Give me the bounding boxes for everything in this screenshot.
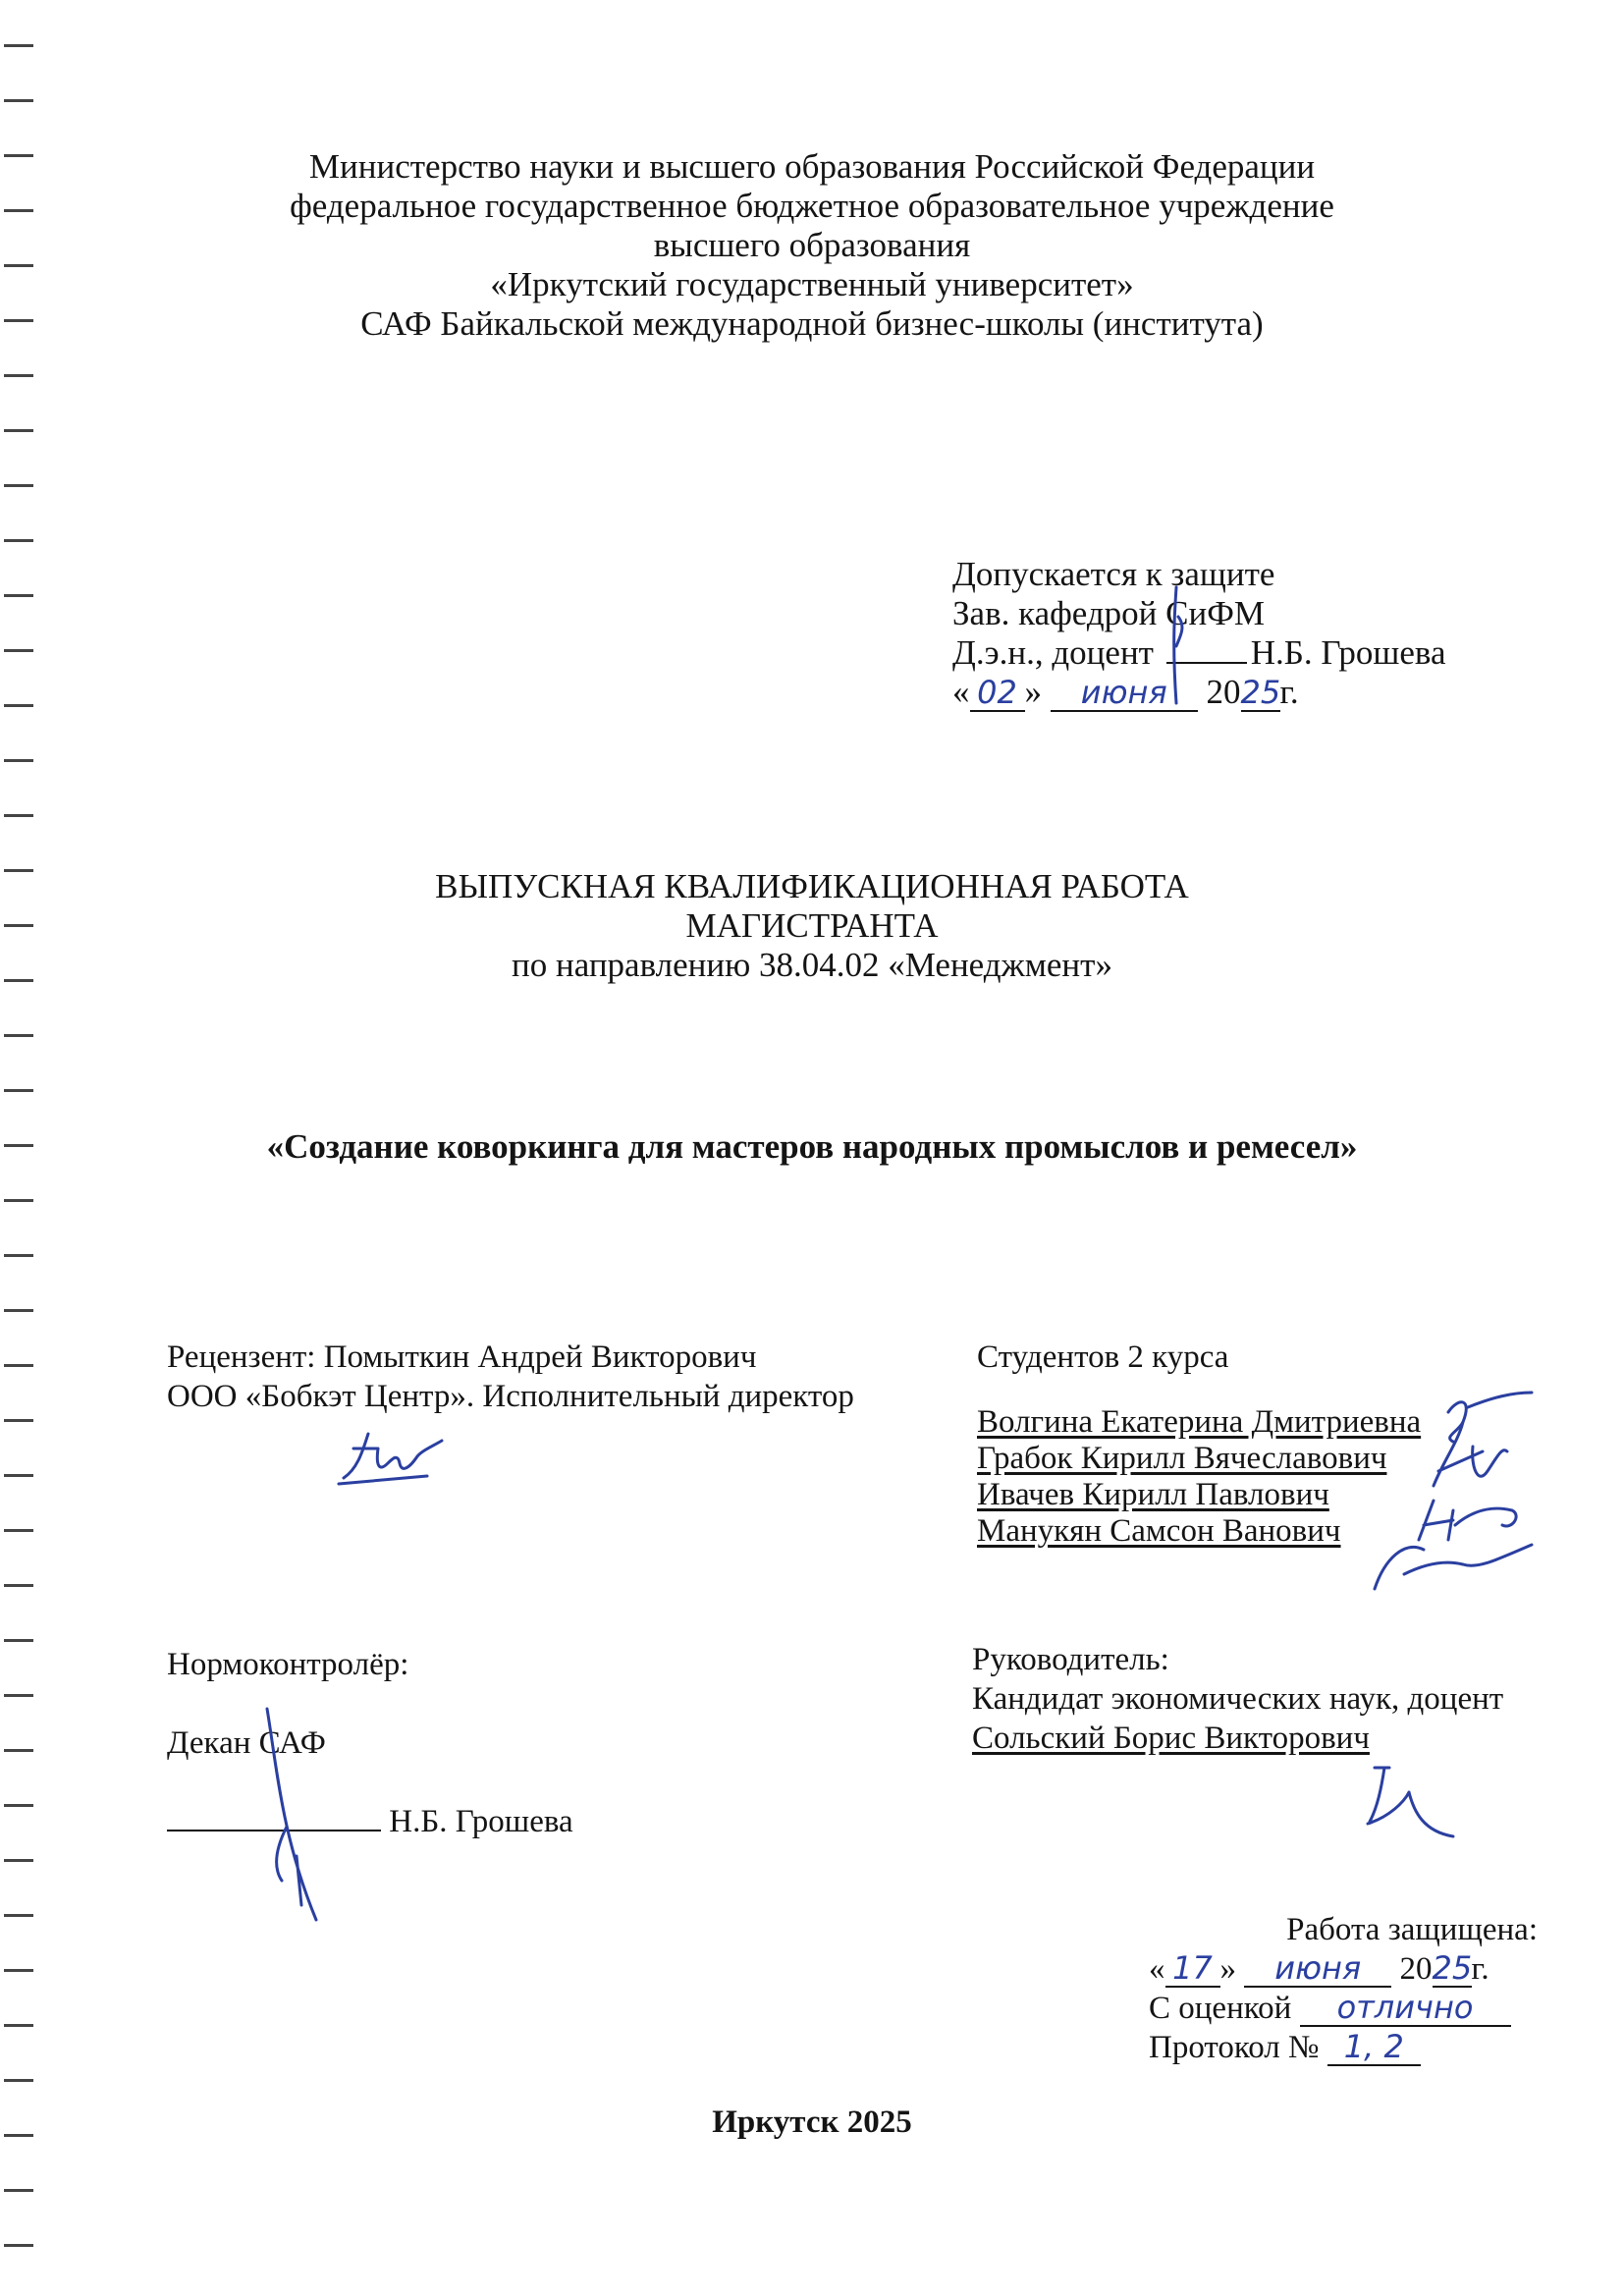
students-heading: Студентов 2 курса [977,1339,1229,1375]
work-direction: по направлению 38.04.02 «Менеджмент» [512,946,1112,984]
spine-mark [4,2024,33,2027]
defense-heading: Работа защищена: [1286,1912,1538,1947]
defense-date-suffix: г. [1471,1951,1489,1987]
spine-mark [4,1639,33,1642]
supervisor-degree: Кандидат экономических наук, доцент [972,1681,1504,1717]
spine-mark [4,1859,33,1862]
defense-grade-value: отлично [1300,1990,1511,2027]
spine-mark [4,1309,33,1312]
spine-mark [4,1254,33,1257]
defense-date-close-quote: » [1219,1951,1236,1987]
thesis-title [0,1127,1624,1167]
defense-date-year: 25 [1432,1949,1473,1987]
approval-line-signatory [952,633,1445,673]
header-line-school: САФ Байкальской международной бизнес-школы (института) [360,304,1264,343]
normcontrol-name: Н.Б. Грошева [389,1804,573,1839]
approval-date-day: 02 [970,675,1025,712]
header-line-ministry: Министерство науки и высшего образования Российской Федерации [308,147,1316,186]
defense-date-month: июня [1244,1950,1391,1988]
defense-date-open-quote: « [1149,1951,1165,1987]
spine-mark [4,1529,33,1532]
header-line-education-level: высшего образования [653,226,971,264]
reviewer-signature [339,1429,447,1488]
student-name-3: Ивачев Кирилл Павлович [977,1477,1329,1512]
defense-protocol-label: Протокол № [1149,2030,1320,2065]
normcontrol-signature-line [167,1802,573,1841]
spine-mark [4,374,33,377]
work-type-line1: ВЫПУСКНАЯ КВАЛИФИКАЦИОННАЯ РАБОТА [435,867,1189,905]
spine-mark [4,2244,33,2247]
reviewer-block [167,1338,854,1416]
spine-mark [4,1694,33,1697]
spine-mark [4,2189,33,2192]
approval-date-year: 25 [1240,674,1281,711]
students-signatures [1365,1393,1542,1589]
approval-date-suffix: г. [1279,673,1299,711]
approval-date-close-quote: » [1024,673,1042,711]
approval-signatory-name: Н.Б. Грошева [1250,633,1446,672]
spine-mark [4,1969,33,1972]
spine-mark [4,1419,33,1422]
thesis-title-text: «Создание коворкинга для мастеров народных промыслов и ремесел» [266,1127,1358,1166]
supervisor-heading: Руководитель: [972,1642,1169,1677]
spine-mark [4,1914,33,1917]
approval-signature [1157,587,1196,705]
student-name-1: Волгина Екатерина Дмитриевна [977,1404,1422,1440]
approval-line-admitted: Допускается к защите [952,555,1275,593]
normcontrol-heading: Нормоконтролёр: [167,1647,409,1682]
spine-mark [4,1474,33,1477]
reviewer-name: Рецензент: Помыткин Андрей Викторович [167,1339,757,1375]
header-line-institution-type: федеральное государственное бюджетное образовательное учреждение [290,187,1334,225]
spine-mark [4,594,33,597]
spine-mark [4,759,33,762]
spine-mark [4,1364,33,1367]
approval-degree: Д.э.н., доцент [952,633,1154,672]
student-name-2: Грабок Кирилл Вячеславович [977,1441,1387,1476]
approval-block [952,555,1445,712]
spine-mark [4,429,33,432]
defense-date-year-prefix: 20 [1399,1951,1433,1987]
city-year: Иркутск 2025 [712,2105,912,2140]
spine-mark [4,649,33,652]
defense-protocol-value: 1, 2 [1327,2029,1421,2066]
spine-mark [4,814,33,817]
approval-date-open-quote: « [952,673,970,711]
header-line-university: «Иркутский государственный университет» [490,265,1134,303]
spine-mark [4,2079,33,2082]
defense-grade [1149,1989,1511,2028]
spine-mark [4,44,33,47]
students-block [977,1338,1421,1550]
normcontrol-signature [257,1709,336,1925]
defense-grade-label: С оценкой [1149,1991,1292,2026]
approval-date [952,673,1445,712]
spine-mark [4,1034,33,1037]
approval-date-year-prefix: 20 [1206,673,1241,711]
work-type-line2: МАГИСТРАНТА [685,906,939,945]
supervisor-block [972,1640,1503,1758]
supervisor-signature [1360,1763,1468,1841]
ministry-header [0,147,1624,344]
spine-mark [4,539,33,542]
defense-details [1149,1949,1511,2067]
defense-block [1286,1910,1538,1949]
spine-mark [4,704,33,707]
spine-mark [4,1089,33,1092]
supervisor-name: Сольский Борис Викторович [972,1721,1370,1756]
student-name-4: Манукян Самсон Ванович [977,1513,1341,1549]
work-type-block [0,867,1624,985]
spine-mark [4,1199,33,1202]
spine-mark [4,1749,33,1752]
spine-mark [4,99,33,102]
normcontrol-position: Декан САФ [167,1725,326,1761]
reviewer-organization: ООО «Бобкэт Центр». Исполнительный директор [167,1379,854,1414]
spine-mark [4,1804,33,1807]
footer [0,2103,1624,2142]
defense-date-day: 17 [1165,1950,1220,1988]
approval-line-department-head: Зав. кафедрой СиФМ [952,594,1265,632]
defense-date [1149,1949,1511,1989]
approval-date-month: июня [1051,675,1198,712]
spine-mark [4,1584,33,1587]
normcontrol-block [167,1645,573,1841]
spine-mark [4,484,33,487]
defense-protocol [1149,2028,1511,2067]
